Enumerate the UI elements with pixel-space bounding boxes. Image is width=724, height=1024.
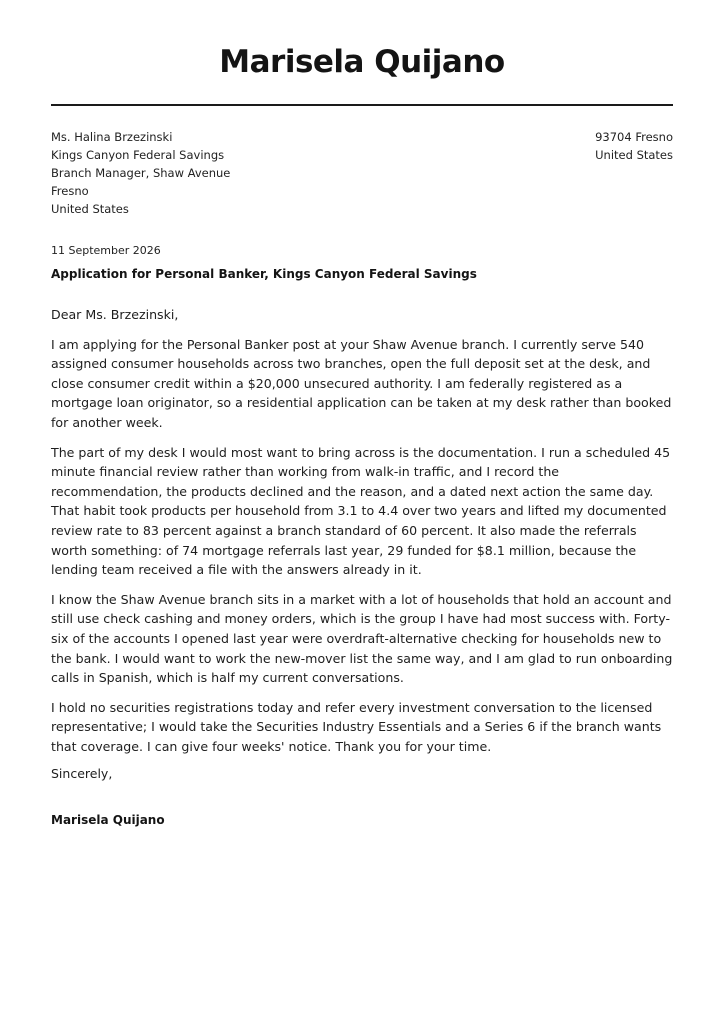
recipient-title: Branch Manager, Shaw Avenue: [51, 166, 231, 180]
applicant-name-heading: Marisela Quijano: [219, 44, 505, 80]
header-divider: [51, 104, 673, 106]
recipient-organization: Kings Canyon Federal Savings: [51, 148, 225, 162]
recipient-name: Ms. Halina Brzezinski: [51, 130, 173, 144]
letter-body: [51, 305, 673, 766]
letter-subject: Application for Personal Banker, Kings Canyon Federal Savings: [51, 267, 477, 281]
letter-date: 11 September 2026: [51, 244, 161, 257]
recipient-address-block: [51, 128, 230, 218]
sender-country: United States: [595, 148, 673, 162]
recipient-city: Fresno: [51, 184, 89, 198]
sender-city: 93704 Fresno: [595, 130, 673, 144]
letter-signature: Marisela Quijano: [51, 813, 165, 827]
sender-address-block: [595, 128, 673, 164]
body-paragraph: I know the Shaw Avenue branch sits in a market with a lot of households that hold an account and still use check cashing and money orders, which is the group I have had most success with. Forty-six of the accounts I opened last year were overdraft-alternative checking for households new to the bank. I would want to work the new-mover list the same way, and I am glad to run onboarding calls in Spanish, which is half my current conversations.: [51, 591, 673, 686]
letter-closing: Sincerely,: [51, 766, 113, 781]
letter-greeting: Dear Ms. Brzezinski,: [51, 307, 179, 322]
body-paragraph: I hold no securities registrations today and refer every investment conversation to the licensed representative; I would take the Securities Industry Essentials and a Series 6 if the branch wants that coverage. I can give four weeks' notice. Thank you for your time.: [51, 699, 662, 754]
body-paragraph: The part of my desk I would most want to bring across is the documentation. I run a scheduled 45 minute financial review rather than working from walk-in traffic, and I record the recommendation, the products declined and the reason, and a dated next action the same day. That habit took products per household from 3.1 to 4.4 over two years and lifted my documented review rate to 83 percent against a branch standard of 60 percent. It also made the referrals worth something: of 74 mortgage referrals last year, 29 funded for $8.1 million, because the lending team received a file with the answers already in it.: [51, 444, 671, 578]
recipient-country: United States: [51, 202, 129, 216]
body-paragraph: I am applying for the Personal Banker post at your Shaw Avenue branch. I currently serve 540 assigned consumer households across two branches, open the full deposit set at the desk, and close consumer credit within a $20,000 unsecured authority. I am federally registered as a mortgage loan originator, so a residential application can be taken at my desk rather than booked for another week.: [51, 336, 672, 430]
